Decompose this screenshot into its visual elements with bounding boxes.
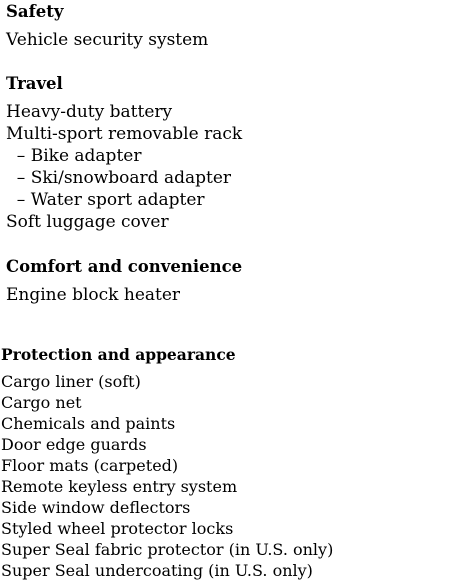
list-item: – Ski/snowboard adapter (6, 168, 232, 188)
list-item: Soft luggage cover (6, 212, 169, 232)
list-item: Cargo liner (soft) (1, 372, 141, 391)
list-item: Styled wheel protector locks (1, 519, 234, 538)
list-item: Heavy-duty battery (6, 102, 173, 122)
list-item: Multi-sport removable rack (6, 124, 243, 144)
list-item: Door edge guards (1, 435, 147, 454)
list-item: Remote keyless entry system (1, 477, 238, 496)
section-heading-protection: Protection and appearance (1, 345, 236, 364)
list-item: Super Seal fabric protector (in U.S. only) (1, 540, 334, 559)
list-item: Side window deflectors (1, 498, 191, 517)
section-heading-travel: Travel (6, 74, 63, 93)
list-item: – Bike adapter (6, 146, 142, 166)
list-item: Chemicals and paints (1, 414, 176, 433)
list-item: Engine block heater (6, 285, 181, 305)
list-item: Vehicle security system (6, 30, 209, 50)
list-item: Floor mats (carpeted) (1, 456, 179, 475)
list-item: – Water sport adapter (6, 190, 205, 210)
section-heading-safety: Safety (6, 2, 64, 21)
list-item: Cargo net (1, 393, 82, 412)
list-item: Super Seal undercoating (in U.S. only) (1, 561, 313, 580)
section-heading-comfort: Comfort and convenience (6, 257, 243, 276)
